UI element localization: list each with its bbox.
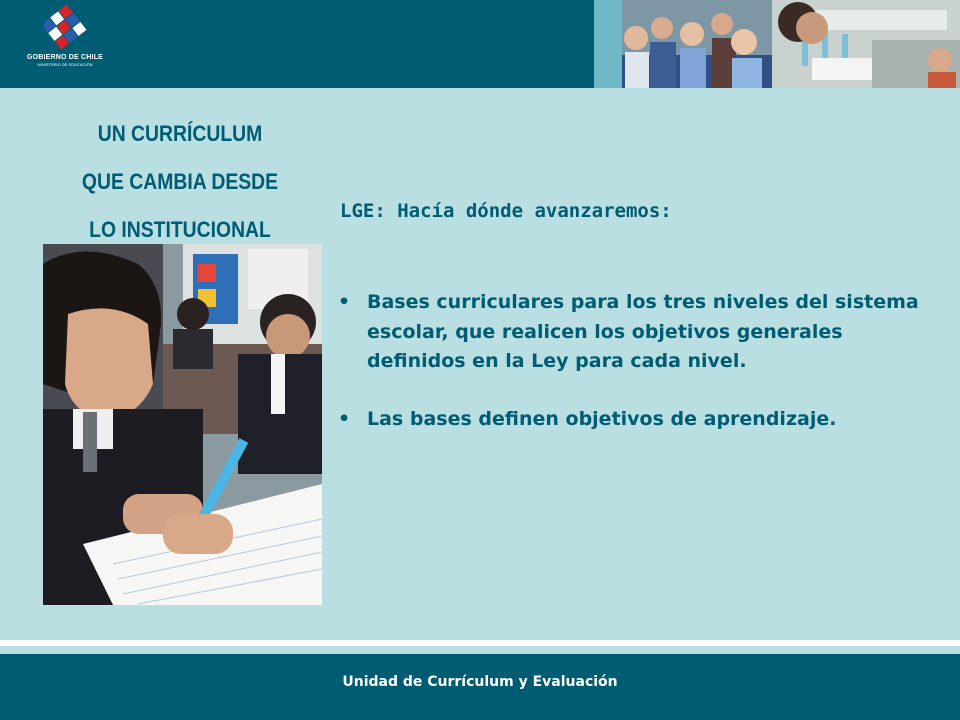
student-writing-photo-icon xyxy=(43,244,322,605)
header-accent-block xyxy=(594,0,622,88)
header-bar xyxy=(0,0,960,88)
logo-line-2: MINISTERIO DE EDUCACIÓN xyxy=(37,62,93,67)
student-writing-photo xyxy=(43,244,322,605)
section-subtitle: LGE: Hacía dónde avanzaremos: xyxy=(340,200,672,222)
title-line-1: UN CURRÍCULUM xyxy=(97,121,263,146)
bullet-marker: • xyxy=(338,291,351,313)
bullet-item xyxy=(338,288,938,377)
slide-title xyxy=(57,110,303,254)
title-line-3: LO INSTITUCIONAL xyxy=(89,217,271,242)
gobierno-de-chile-logo xyxy=(24,4,106,82)
footer-divider xyxy=(0,640,960,646)
chile-flag-icon xyxy=(44,4,88,50)
students-photo-icon xyxy=(622,0,960,88)
bullet-text: Las bases definen objetivos de aprendizaje. xyxy=(367,407,837,430)
logo-line-1: GOBIERNO DE CHILE xyxy=(26,54,104,61)
title-line-2: QUE CAMBIA DESDE xyxy=(81,169,279,194)
footer-text: Unidad de Currículum y Evaluación xyxy=(342,674,618,690)
bullet-marker: • xyxy=(338,407,351,430)
bullet-list xyxy=(338,288,938,434)
footer-bar xyxy=(0,654,960,720)
bullet-text: Bases curriculares para los tres niveles del sistema escolar, que realicen los objetivos generales definidos en la Ley para cada nivel. xyxy=(367,291,919,372)
bullet-item xyxy=(338,405,938,435)
header-photo-students xyxy=(622,0,960,88)
